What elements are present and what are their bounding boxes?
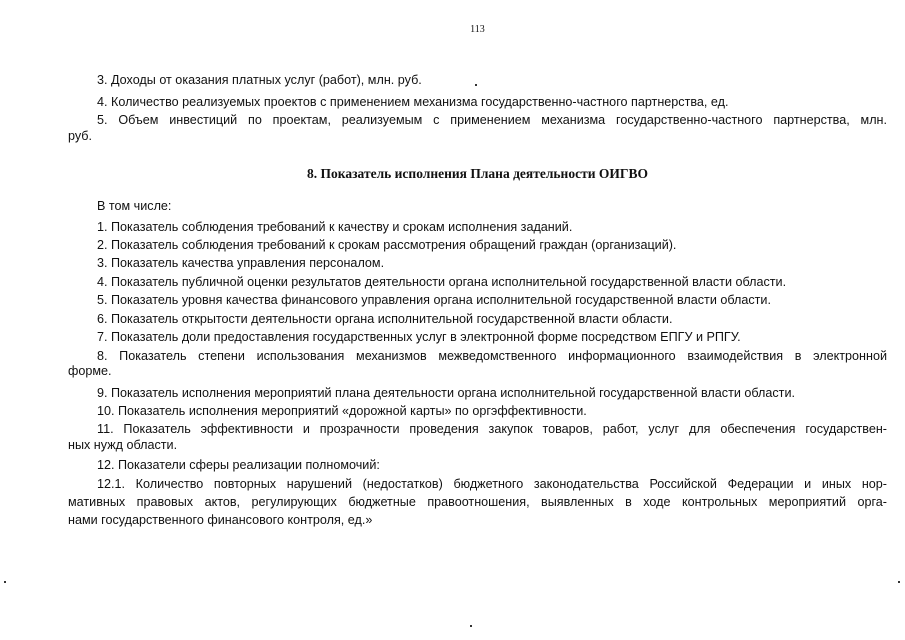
top-item-5-continuation: руб. — [68, 129, 93, 143]
list-item-9: 9. Показатель исполнения мероприятий плана деятельности органа исполнительной государственной власти области. — [97, 386, 795, 400]
top-item-3: 3. Доходы от оказания платных услуг (работ), млн. руб. — [97, 73, 422, 87]
list-item-3: 3. Показатель качества управления персоналом. — [97, 256, 385, 270]
list-item-12-1-line-3: нами государственного финансового контроля, ед.» — [68, 513, 373, 527]
list-item-5: 5. Показатель уровня качества финансового управления органа исполнительной государственной власти области. — [97, 293, 771, 307]
scan-speck — [898, 581, 900, 583]
list-item-8-continuation: форме. — [68, 364, 112, 378]
scan-speck — [4, 581, 6, 583]
list-item-2: 2. Показатель соблюдения требований к срокам рассмотрения обращений граждан (организаций). — [97, 238, 677, 252]
intro-text: В том числе: — [97, 199, 172, 213]
list-item-10: 10. Показатель исполнения мероприятий «дорожной карты» по оргэффективности. — [97, 404, 587, 418]
list-item-1: 1. Показатель соблюдения требований к качеству и срокам исполнения заданий. — [97, 220, 573, 234]
list-item-11: 11. Показатель эффективности и прозрачности проведения закупок товаров, работ, услуг для обеспечения государствен- — [97, 422, 887, 436]
scan-speck — [470, 625, 472, 627]
list-item-12-1-line-2: мативных правовых актов, регулирующих бюджетные правоотношения, выявленных в ходе контрольных мероприятий орга- — [68, 495, 887, 509]
list-item-11-continuation: ных нужд области. — [68, 438, 178, 452]
page-number: 113 — [470, 24, 485, 35]
list-item-12: 12. Показатели сферы реализации полномочий: — [97, 458, 380, 472]
list-item-6: 6. Показатель открытости деятельности органа исполнительной государственной власти области. — [97, 312, 673, 326]
list-item-4: 4. Показатель публичной оценки результатов деятельности органа исполнительной государственной власти области. — [97, 275, 787, 289]
list-item-7: 7. Показатель доли предоставления государственных услуг в электронной форме посредством ЕПГУ и РПГУ. — [97, 330, 741, 344]
list-item-8: 8. Показатель степени использования механизмов межведомственного информационного взаимодействия в электронной — [97, 349, 887, 363]
list-item-12-1: 12.1. Количество повторных нарушений (недостатков) бюджетного законодательства Российской Федерации и иных нор- — [97, 477, 887, 491]
top-item-4: 4. Количество реализуемых проектов с применением механизма государственно-частного партнерства, ед. — [97, 95, 729, 109]
section-heading: 8. Показатель исполнения Плана деятельности ОИГВО — [307, 166, 648, 181]
scan-speck — [475, 84, 477, 86]
top-item-5: 5. Объем инвестиций по проектам, реализуемым с применением механизма государственно-частного партнерства, млн. — [97, 113, 887, 127]
